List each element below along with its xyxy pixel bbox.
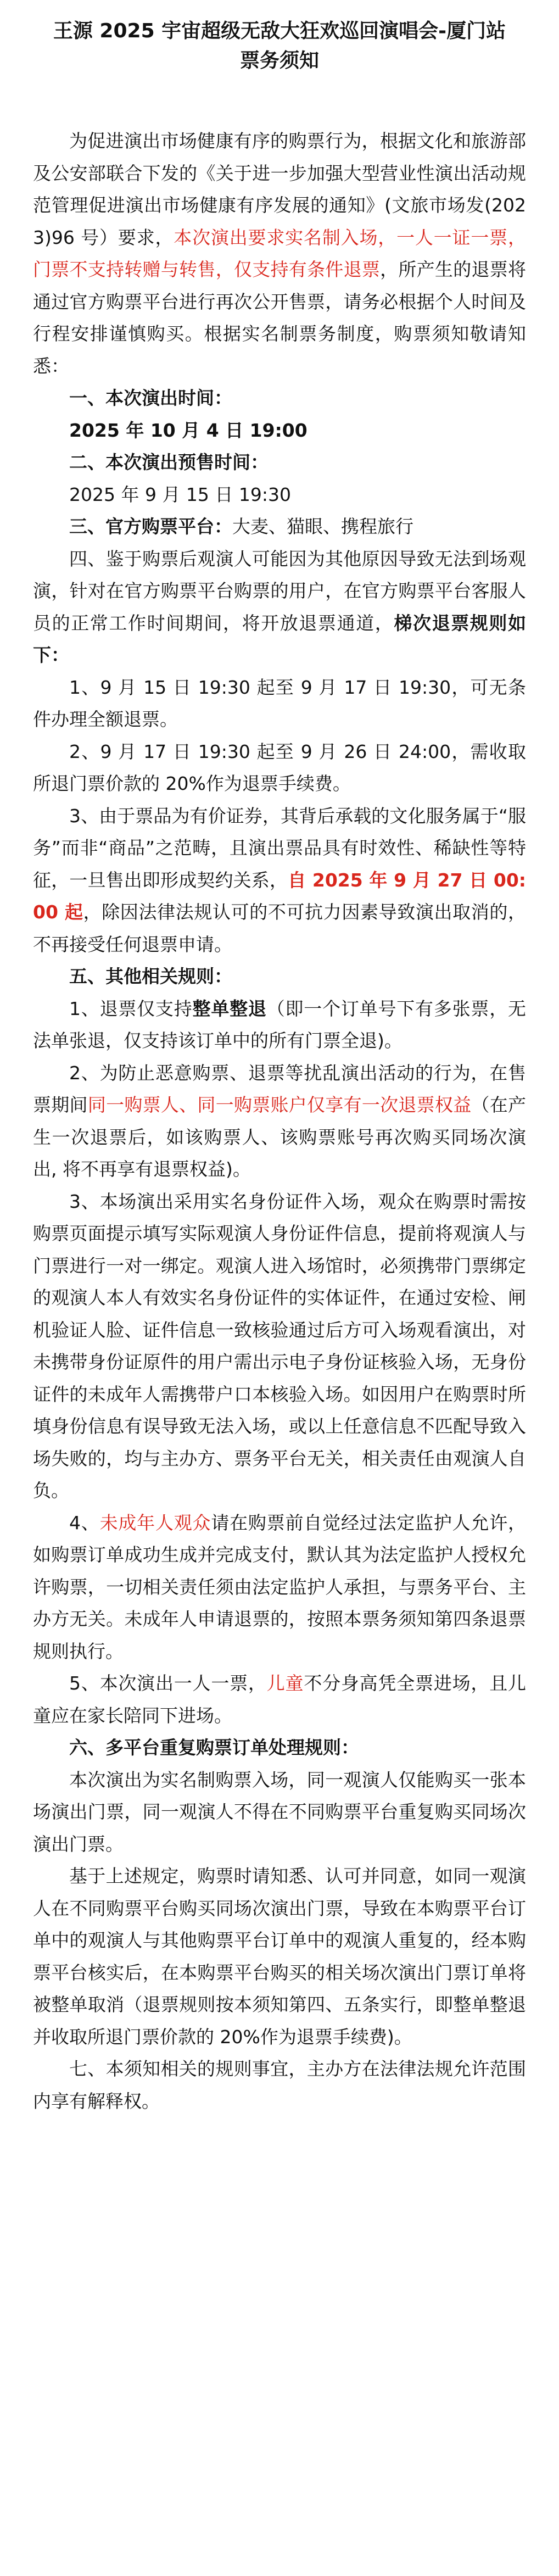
other-rule-3: 3、本场演出采用实名身份证件入场，观众在购票时需按购票页面提示填写实际观演人身份证件信息，提前将观演人与门票进行一对一绑定。观演人进入场馆时，必须携带门票绑定的观演人本人有效实名身份证件的实体证件，在通过安检、闸机验证人脸、证件信息一致核验通过后方可入场观看演出，对未携带身份证原件的用户需出示电子身份证核验入场，无身份证件的未成年人需携带户口本核验入场。如因用户在购票时所填身份信息有误导致无法入场，或以上任意信息不匹配导致入场失败的，均与主办方、票务平台无关，相关责任由观演人自负。 <box>33 1190 526 1501</box>
other-rule-2-text-2: （在产生一次退票后，如该购票人、该购票账号再次购买同场次演出, 将不再享有退票权益)。 <box>33 1094 527 1180</box>
refund-rule-3 <box>33 800 526 961</box>
section-6-title: 六、多平台重复购票订单处理规则： <box>69 1737 359 1758</box>
refund-rule-1: 1、9 月 15 日 19:30 起至 9 月 17 日 19:30，可无条件办理全额退票。 <box>33 676 526 730</box>
other-rule-4-text: 请在购票前自觉经过法定监护人允许，如购票订单成功生成并完成支付，默认其为法定监护人授权允许购票，一切相关责任须由法定监护人承担，与票务平台、主办方无关。未成年人申请退票的，按照本票务须知第四条退票规则执行。 <box>33 1512 527 1662</box>
section-4-bold: 梯次退票规则如下： <box>33 612 527 666</box>
other-rule-2 <box>33 1057 526 1186</box>
other-rule-1 <box>33 993 526 1057</box>
intro-text-1: 为促进演出市场健康有序的购票行为，根据文化和旅游部及公安部联合下发的《关于进一步加强大型营业性演出活动规范管理促进演出市场健康有序发展的通知》(文旅市场发(2023)96 号）要求， <box>33 130 526 248</box>
other-rule-2-text-1: 2、为防止恶意购票、退票等扰乱演出活动的行为，在售票期间 <box>33 1062 526 1116</box>
presale-time-value: 2025 年 9 月 15 日 19:30 <box>69 483 292 505</box>
refund-rule-2: 2、9 月 17 日 19:30 起至 9 月 26 日 24:00，需收取所退门票价款的 20%作为退票手续费。 <box>33 740 526 794</box>
section-3-title: 三、官方购票平台： <box>69 516 232 537</box>
intro-text-2: ，所产生的退票将通过官方购票平台进行再次公开售票，请务必根据个人时间及行程安排谨慎购买。根据实名制票务制度，购票须知敬请知悉： <box>33 259 527 377</box>
other-rule-5-highlight: 儿童 <box>266 1672 304 1694</box>
other-rule-1-bold: 整单整退 <box>192 997 267 1019</box>
other-rule-5-text-2: 不分身高凭全票进场，且儿童应在家长陪同下进场。 <box>33 1672 527 1726</box>
section-2-title: 二、本次演出预售时间： <box>69 451 269 473</box>
platforms-value: 大麦、猫眼、携程旅行 <box>232 516 413 537</box>
other-rule-4-highlight: 未成年人观众 <box>99 1512 211 1534</box>
title-block <box>33 16 526 76</box>
intro-highlight: 本次演出要求实名制入场，一人一证一票，门票不支持转赠与转售，仅支持有条件退票 <box>33 226 526 280</box>
section-7: 七、本须知相关的规则事宜，主办方在法律法规允许范围内享有解释权。 <box>33 2058 526 2112</box>
section-5-title: 五、其他相关规则： <box>69 966 232 987</box>
section-3 <box>33 511 526 543</box>
other-rule-4 <box>33 1507 526 1668</box>
section-4-text: 四、鉴于购票后观演人可能因为其他原因导致无法到场观演，针对在官方购票平台购票的用户，在官方购票平台客服人员的正常工作时间期间，将开放退票通道， <box>33 548 526 634</box>
other-rule-4-prefix: 4、 <box>69 1512 100 1534</box>
multi-platform-rule-1: 本次演出为实名制购票入场，同一观演人仅能购买一张本场演出门票，同一观演人不得在不同购票平台重复购买同场次演出门票。 <box>33 1769 526 1855</box>
other-rule-5 <box>33 1668 526 1732</box>
intro-paragraph <box>33 125 526 382</box>
section-1-title: 一、本次演出时间： <box>69 387 232 409</box>
concert-title: 王源 2025 宇宙超级无敌大狂欢巡回演唱会-厦门站 <box>53 20 506 42</box>
refund-rule-3-text-1: 3、由于票品为有价证券，其背后承载的文化服务属于“服务”而非“商品”之范畴，且演出票品具有时效性、稀缺性等特征，一旦售出即形成契约关系， <box>33 805 526 891</box>
notice-title: 票务须知 <box>239 49 319 72</box>
refund-rule-3-text-2: ，除因法律法规认可的不可抗力因素导致演出取消的，不再接受任何退票申请。 <box>33 901 527 955</box>
other-rule-5-text-1: 5、本次演出一人一票， <box>69 1672 267 1694</box>
section-4 <box>33 543 526 672</box>
other-rule-1-text-2: （即一个订单号下有多张票，无法单张退，仅支持该订单中的所有门票全退)。 <box>33 997 527 1051</box>
other-rule-2-highlight: 同一购票人、同一购票账户仅享有一次退票权益 <box>87 1094 472 1116</box>
refund-rule-3-deadline: 自 2025 年 9 月 27 日 00:00 起 <box>33 869 527 923</box>
multi-platform-rule-2: 基于上述规定，购票时请知悉、认可并同意，如同一观演人在不同购票平台购买同场次演出门票，导致在本购票平台订单中的观演人与其他购票平台订单中的观演人重复的，经本购票平台核实后，在本购票平台购买的相关场次演出门票订单将被整单取消（退票规则按本须知第四、五条实行，即整单整退并收取所退门票价款的 20%作为退票手续费)。 <box>33 1865 526 2048</box>
show-time-value: 2025 年 10 月 4 日 19:00 <box>69 419 308 441</box>
other-rule-1-text-1: 1、退票仅支持 <box>69 997 193 1019</box>
